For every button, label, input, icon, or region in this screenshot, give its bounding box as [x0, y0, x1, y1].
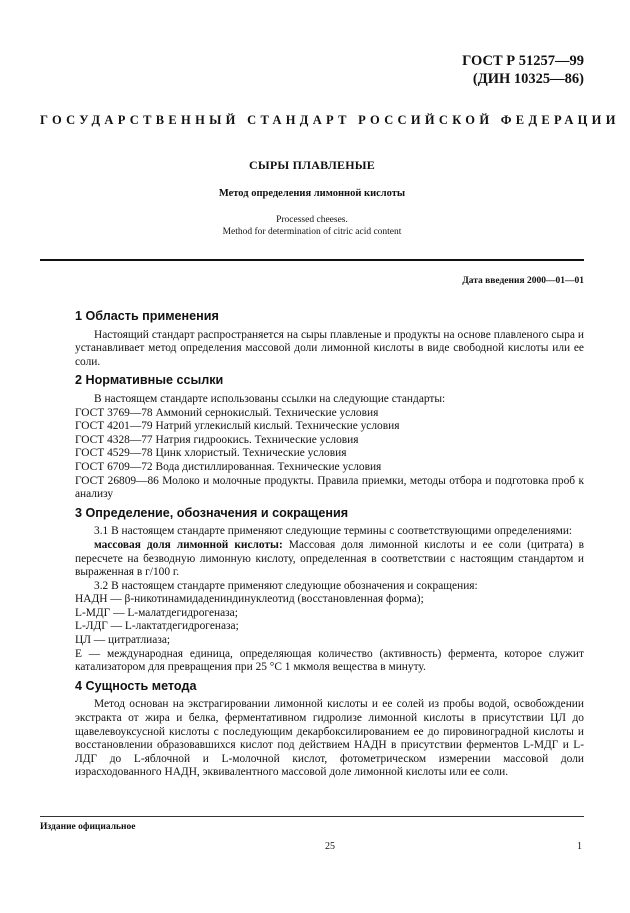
introduction-date: Дата введения 2000—01—01	[462, 276, 584, 286]
reference-item: ГОСТ 4529—78 Цинк хлористый. Технические условия	[75, 447, 347, 460]
term-definition	[75, 539, 584, 580]
gost-number: ГОСТ Р 51257—99	[462, 53, 584, 69]
document-title: СЫРЫ ПЛАВЛЕНЫЕ	[249, 158, 375, 172]
english-title-line-1: Processed cheeses.	[276, 215, 348, 225]
footer-divider	[40, 816, 584, 817]
normative-references-list	[75, 407, 584, 502]
section-1-heading: 1 Область применения	[75, 309, 219, 323]
official-edition-label: Издание официальное	[40, 822, 136, 832]
clause-3-2: 3.2 В настоящем стандарте применяют следующие обозначения и сокращения:	[94, 579, 478, 592]
reference-item: ГОСТ 3769—78 Аммоний сернокислый. Технические условия	[75, 406, 379, 419]
section-1-text: Настоящий стандарт распространяется на сыры плавленые и продукты на основе плавленого сыра и устанавливает метод определения массовой доли лимонной кислоты в виде свободной кислоты или ее соли.	[75, 328, 584, 368]
page-number: 25	[325, 841, 335, 852]
standard-codes	[462, 52, 584, 88]
standard-type-heading: ГОСУДАРСТВЕННЫЙ СТАНДАРТ РОССИЙСКОЙ ФЕДЕРАЦИИ	[40, 113, 620, 127]
reference-item: ГОСТ 6709—72 Вода дистиллированная. Технические условия	[75, 460, 382, 473]
section-2-intro: В настоящем стандарте использованы ссылки на следующие стандарты:	[94, 392, 446, 405]
section-4-heading: 4 Сущность метода	[75, 678, 197, 693]
reference-item: ГОСТ 4201—79 Натрий углекислый кислый. Технические условия	[75, 420, 400, 433]
header-divider	[40, 259, 584, 261]
din-number: (ДИН 10325—86)	[472, 71, 584, 87]
reference-item: ГОСТ 26809—86 Молоко и молочные продукты. Правила приемки, методы отбора и подготовка проб к анализу	[75, 474, 584, 501]
section-3-heading: 3 Определение, обозначения и сокращения	[75, 505, 349, 520]
abbreviation-item: L-МДГ — L-малатдегидрогеназа;	[75, 606, 238, 619]
abbreviation-item: ЦЛ — цитратлиаза;	[75, 634, 171, 647]
section-2-heading: 2 Нормативные ссылки	[75, 373, 224, 388]
page-sequence-number: 1	[577, 841, 582, 852]
reference-item: ГОСТ 4328—77 Натрия гидроокись. Технические условия	[75, 433, 359, 446]
abbreviation-item: L-ЛДГ — L-лактатдегидрогеназа;	[75, 620, 239, 633]
abbreviations-list	[75, 593, 584, 675]
english-title	[40, 214, 584, 238]
unit-definition: Е — международная единица, определяющая количество (активность) фермента, которое служит катализатором для превращения при 25 °С 1 мкмоля вещества в минуту.	[75, 647, 584, 674]
english-title-line-2: Method for determination of citric acid content	[222, 227, 402, 237]
document-body	[75, 310, 584, 780]
abbreviation-item: НАДН — β-никотинамидадениндинуклеотид (восстановленная форма);	[75, 593, 424, 606]
method-title: Метод определения лимонной кислоты	[218, 188, 406, 199]
term-definition-text: Массовая доля лимонной кислоты и ее соли (цитрата) в пересчете на безводную лимонную кислоту, определенная в соответствии с настоящим стандартом и выраженная в г/100 г.	[75, 538, 585, 579]
section-4-text: Метод основан на экстрагировании лимонной кислоты и ее солей из пробы водой, освобождении экстракта от жира и белка, ферментативном гидролизе лимонной кислоты в присутствии ЦЛ до щавелевоуксусной кислоты с последующим декарбоксилированием ее до пировиноградной кислоты и восстановлении образовавшихся кислот под действием НАДН в присутствии ферментов L-МДГ и L-ЛДГ до L-яблочной и L-молочной кислот, фотометрическом измерении массовой доли израсходованного НАДН, эквивалентного массовой доле лимонной кислоты или ее соли.	[75, 698, 584, 779]
title-block	[40, 158, 584, 238]
clause-3-1: 3.1 В настоящем стандарте применяют следующие термины с соответствующими определениями:	[94, 525, 573, 538]
term-name: массовая доля лимонной кислоты:	[94, 538, 283, 551]
